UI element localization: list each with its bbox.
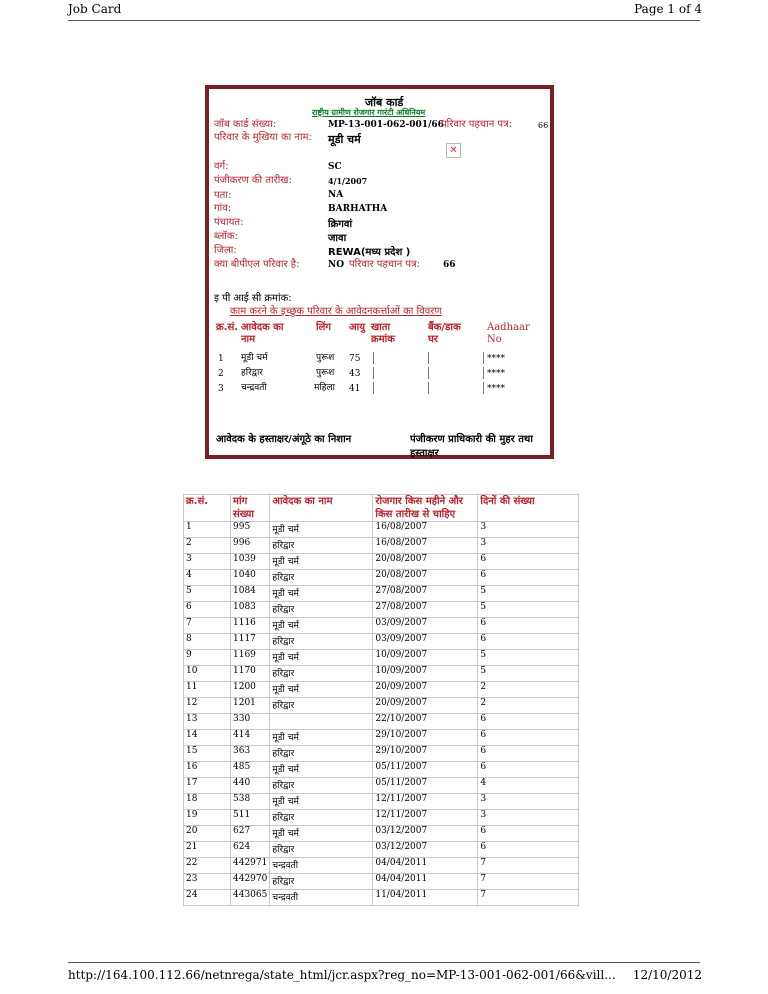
demand-cell-days: 5 xyxy=(478,650,579,666)
applicant-row-3-name: चन्द्रवती xyxy=(241,383,267,393)
demand-cell-sno: 17 xyxy=(184,778,231,794)
demand-cell-applicant: चन्द्रवती xyxy=(270,890,373,906)
demand-cell-from-date: 03/12/2007 xyxy=(373,842,478,858)
demand-cell-from-date: 10/09/2007 xyxy=(373,666,478,682)
applicant-row-2-gender: पुरूश xyxy=(316,368,335,378)
demand-cell-days: 7 xyxy=(478,874,579,890)
cell-separator xyxy=(483,382,484,394)
demand-header-sno: क्र.सं. xyxy=(184,495,231,522)
cell-separator xyxy=(483,367,484,379)
category-label: वर्ग: xyxy=(214,161,229,172)
demand-cell-applicant: हरिद्वार xyxy=(270,538,373,554)
job-card-no-value: MP-13-001-062-001/66 xyxy=(328,120,444,130)
demand-cell-demand-no: 330 xyxy=(231,714,270,730)
demand-cell-applicant: मूडी चर्म xyxy=(270,650,373,666)
demand-cell-sno: 21 xyxy=(184,842,231,858)
table-row xyxy=(184,618,579,634)
demand-cell-demand-no: 1169 xyxy=(231,650,270,666)
block-value: जावा xyxy=(328,233,347,244)
demand-cell-sno: 8 xyxy=(184,634,231,650)
table-row xyxy=(184,554,579,570)
job-card-no-label: जॉब कार्ड संख्या: xyxy=(214,119,277,130)
demand-cell-from-date: 20/09/2007 xyxy=(373,682,478,698)
table-row xyxy=(184,746,579,762)
demand-cell-applicant: मूडी चर्म xyxy=(270,794,373,810)
category-value: SC xyxy=(328,162,342,172)
demand-cell-from-date: 11/04/2011 xyxy=(373,890,478,906)
applicant-header-sno: क्र.सं. xyxy=(216,322,239,333)
demand-cell-sno: 11 xyxy=(184,682,231,698)
demand-cell-days: 3 xyxy=(478,810,579,826)
table-row xyxy=(184,650,579,666)
epic-label: इ पी आई सी क्रमांक: xyxy=(214,293,292,304)
table-row xyxy=(184,634,579,650)
broken-image-icon: ✕ xyxy=(446,143,461,158)
demand-cell-days: 6 xyxy=(478,746,579,762)
demand-cell-days: 5 xyxy=(478,602,579,618)
family-id-value: 66 xyxy=(538,121,549,130)
demand-cell-demand-no: 1084 xyxy=(231,586,270,602)
demand-cell-from-date: 05/11/2007 xyxy=(373,778,478,794)
demand-cell-from-date: 16/08/2007 xyxy=(373,522,478,538)
demand-cell-from-date: 20/08/2007 xyxy=(373,554,478,570)
demand-cell-applicant: हरिद्वार xyxy=(270,570,373,586)
demand-cell-applicant: मूडी चर्म xyxy=(270,826,373,842)
demand-cell-days: 6 xyxy=(478,570,579,586)
demand-header-days: दिनों की संख्या xyxy=(478,495,579,522)
demand-cell-from-date: 20/09/2007 xyxy=(373,698,478,714)
village-value: BARHATHA xyxy=(328,204,388,214)
table-row xyxy=(184,778,579,794)
reg-date-label: पंजीकरण की तारीख: xyxy=(214,175,292,186)
demand-cell-sno: 15 xyxy=(184,746,231,762)
demand-cell-from-date: 04/04/2011 xyxy=(373,874,478,890)
demand-cell-days: 2 xyxy=(478,698,579,714)
demand-cell-from-date: 05/11/2007 xyxy=(373,762,478,778)
demand-cell-days: 6 xyxy=(478,730,579,746)
applicant-row-1-sno: 1 xyxy=(218,354,224,364)
bpl-family-id-label: परिवार पहचान पत्र: xyxy=(349,259,421,270)
demand-cell-sno: 24 xyxy=(184,890,231,906)
card-title: जॉब कार्ड xyxy=(365,96,404,109)
demand-cell-days: 6 xyxy=(478,842,579,858)
applicant-row-3-aadhaar: **** xyxy=(487,384,505,394)
demand-cell-applicant: मूडी चर्म xyxy=(270,554,373,570)
demand-cell-applicant: मूडी चर्म xyxy=(270,762,373,778)
demand-cell-demand-no: 1083 xyxy=(231,602,270,618)
demand-header-demand-no: मांग संख्या xyxy=(231,495,270,522)
table-row xyxy=(184,842,579,858)
applicant-header-name: आवेदक का नाम xyxy=(241,322,284,345)
demand-cell-demand-no: 440 xyxy=(231,778,270,794)
demand-cell-applicant: मूडी चर्म xyxy=(270,682,373,698)
demand-cell-sno: 6 xyxy=(184,602,231,618)
block-label: ब्लॉक: xyxy=(214,231,238,242)
demand-cell-applicant: हरिद्वार xyxy=(270,778,373,794)
demand-cell-sno: 4 xyxy=(184,570,231,586)
table-row xyxy=(184,762,579,778)
demand-cell-demand-no: 1170 xyxy=(231,666,270,682)
table-row xyxy=(184,714,579,730)
applicant-header-account: खाता क्रमांक xyxy=(371,322,395,345)
cell-separator xyxy=(428,382,429,394)
demand-cell-demand-no: 442970 xyxy=(231,874,270,890)
demand-cell-demand-no: 363 xyxy=(231,746,270,762)
demand-cell-demand-no: 996 xyxy=(231,538,270,554)
applicant-header-age: आयु xyxy=(349,322,366,333)
cell-separator xyxy=(373,367,374,379)
demand-cell-sno: 3 xyxy=(184,554,231,570)
village-label: गांव: xyxy=(214,203,232,214)
applicant-header-bank: बैंक/डाक घर xyxy=(428,322,461,345)
applicant-header-aadhaar: Aadhaar No xyxy=(487,322,530,345)
demand-cell-sno: 22 xyxy=(184,858,231,874)
family-id-label: परिवार पहचान पत्र: xyxy=(441,119,513,130)
table-row xyxy=(184,602,579,618)
address-value: NA xyxy=(328,190,344,200)
demand-cell-applicant: हरिद्वार xyxy=(270,666,373,682)
demand-cell-demand-no: 442971 xyxy=(231,858,270,874)
demand-cell-applicant: मूडी चर्म xyxy=(270,522,373,538)
signature-authority: पंजीकरण प्राधिकारी की मुहर तथा हस्ताक्षर xyxy=(410,434,533,459)
demand-cell-days: 2 xyxy=(478,682,579,698)
table-row xyxy=(184,586,579,602)
bpl-label: क्या बीपीएल परिवार है: xyxy=(214,259,300,270)
demand-cell-demand-no: 995 xyxy=(231,522,270,538)
demand-cell-applicant: हरिद्वार xyxy=(270,602,373,618)
demand-cell-demand-no: 414 xyxy=(231,730,270,746)
demand-cell-from-date: 10/09/2007 xyxy=(373,650,478,666)
demand-cell-from-date: 27/08/2007 xyxy=(373,586,478,602)
demand-cell-from-date: 03/09/2007 xyxy=(373,634,478,650)
demand-cell-sno: 14 xyxy=(184,730,231,746)
demand-cell-days: 6 xyxy=(478,826,579,842)
table-row xyxy=(184,890,579,906)
demand-cell-from-date: 03/12/2007 xyxy=(373,826,478,842)
table-row xyxy=(184,698,579,714)
demand-cell-sno: 5 xyxy=(184,586,231,602)
demand-cell-from-date: 20/08/2007 xyxy=(373,570,478,586)
address-label: पता: xyxy=(214,190,232,201)
page-footer-url: http://164.100.112.66/netnrega/state_html/jcr.aspx?reg_no=MP-13-001-062-001/66&vill... xyxy=(68,968,616,982)
demand-cell-from-date: 22/10/2007 xyxy=(373,714,478,730)
demand-cell-from-date: 03/09/2007 xyxy=(373,618,478,634)
demand-cell-applicant: चन्द्रवती xyxy=(270,858,373,874)
demand-cell-applicant: हरिद्वार xyxy=(270,874,373,890)
demand-cell-demand-no: 1200 xyxy=(231,682,270,698)
applicant-row-2-name: हरिद्वार xyxy=(241,368,263,378)
demand-cell-demand-no: 1117 xyxy=(231,634,270,650)
reg-date-value: 4/1/2007 xyxy=(328,176,368,186)
table-row xyxy=(184,538,579,554)
demand-cell-from-date: 16/08/2007 xyxy=(373,538,478,554)
demand-cell-from-date: 29/10/2007 xyxy=(373,730,478,746)
demand-cell-days: 4 xyxy=(478,778,579,794)
bpl-value: NO xyxy=(328,260,345,270)
demand-cell-days: 6 xyxy=(478,618,579,634)
applicant-row-3-sno: 3 xyxy=(218,384,224,394)
demand-cell-demand-no: 1040 xyxy=(231,570,270,586)
demand-cell-sno: 2 xyxy=(184,538,231,554)
district-value: REWA(मध्य प्रदेश ) xyxy=(328,247,411,258)
demand-cell-demand-no: 1201 xyxy=(231,698,270,714)
demand-cell-sno: 18 xyxy=(184,794,231,810)
demand-cell-demand-no: 627 xyxy=(231,826,270,842)
table-row xyxy=(184,570,579,586)
demand-cell-applicant xyxy=(270,714,373,730)
header-divider xyxy=(68,20,700,21)
page-header-left: Job Card xyxy=(68,2,122,16)
table-row xyxy=(184,794,579,810)
demand-cell-demand-no: 1116 xyxy=(231,618,270,634)
demand-cell-sno: 9 xyxy=(184,650,231,666)
demand-cell-sno: 1 xyxy=(184,522,231,538)
demand-cell-from-date: 12/11/2007 xyxy=(373,810,478,826)
signature-applicant: आवेदक के हस्ताक्षर/अंगूठे का निशान xyxy=(216,434,352,445)
demand-table xyxy=(183,494,579,906)
applicant-row-3-gender: महिला xyxy=(314,383,335,393)
demand-cell-sno: 20 xyxy=(184,826,231,842)
demand-cell-demand-no: 511 xyxy=(231,810,270,826)
demand-cell-sno: 7 xyxy=(184,618,231,634)
demand-cell-from-date: 27/08/2007 xyxy=(373,602,478,618)
table-row xyxy=(184,522,579,538)
head-value: मूडी चर्म xyxy=(328,133,361,146)
demand-cell-applicant: हरिद्वार xyxy=(270,842,373,858)
demand-table-header xyxy=(184,495,579,522)
demand-cell-days: 7 xyxy=(478,890,579,906)
applicant-row-2-age: 43 xyxy=(349,369,361,379)
applicant-row-1-aadhaar: **** xyxy=(487,354,505,364)
demand-table-body xyxy=(184,522,579,906)
panchayat-value: क्रिगवां xyxy=(328,219,353,230)
demand-cell-demand-no: 443065 xyxy=(231,890,270,906)
applicant-row-1-age: 75 xyxy=(349,354,361,364)
demand-cell-days: 6 xyxy=(478,714,579,730)
demand-cell-days: 6 xyxy=(478,762,579,778)
applicants-title: काम करने के इच्छुक परिवार के आवेदनकर्त्ताओं का विवरण xyxy=(230,306,442,317)
head-label: परिवार के मुखिया का नाम: xyxy=(214,132,312,143)
demand-cell-sno: 12 xyxy=(184,698,231,714)
table-row xyxy=(184,682,579,698)
demand-cell-from-date: 29/10/2007 xyxy=(373,746,478,762)
demand-cell-applicant: मूडी चर्म xyxy=(270,618,373,634)
district-label: जिला: xyxy=(214,245,237,256)
applicant-row-1-gender: पुरूश xyxy=(316,353,335,363)
demand-cell-from-date: 04/04/2011 xyxy=(373,858,478,874)
table-row xyxy=(184,874,579,890)
demand-cell-applicant: हरिद्वार xyxy=(270,746,373,762)
demand-cell-sno: 16 xyxy=(184,762,231,778)
demand-header-from-date: रोजगार किस महीने और किस तारीख से चाहिए xyxy=(373,495,478,522)
demand-cell-demand-no: 1039 xyxy=(231,554,270,570)
cell-separator xyxy=(483,352,484,364)
demand-cell-days: 6 xyxy=(478,554,579,570)
panchayat-label: पंचायत: xyxy=(214,217,244,228)
applicant-row-1-name: मूडी चर्म xyxy=(241,353,268,363)
table-row xyxy=(184,810,579,826)
cell-separator xyxy=(373,352,374,364)
demand-cell-demand-no: 485 xyxy=(231,762,270,778)
table-row xyxy=(184,730,579,746)
demand-cell-days: 5 xyxy=(478,586,579,602)
table-row xyxy=(184,858,579,874)
demand-header-applicant: आवेदक का नाम xyxy=(270,495,373,522)
demand-cell-days: 3 xyxy=(478,794,579,810)
cell-separator xyxy=(428,367,429,379)
applicant-row-3-age: 41 xyxy=(349,384,361,394)
cell-separator xyxy=(373,382,374,394)
applicant-header-gender: लिंग xyxy=(316,322,331,333)
demand-cell-sno: 13 xyxy=(184,714,231,730)
demand-cell-days: 3 xyxy=(478,538,579,554)
page-header-right: Page 1 of 4 xyxy=(634,2,702,16)
demand-cell-applicant: हरिद्वार xyxy=(270,634,373,650)
cell-separator xyxy=(428,352,429,364)
demand-cell-applicant: हरिद्वार xyxy=(270,698,373,714)
demand-cell-from-date: 12/11/2007 xyxy=(373,794,478,810)
demand-cell-applicant: मूडी चर्म xyxy=(270,730,373,746)
footer-divider xyxy=(68,962,700,963)
applicant-row-2-aadhaar: **** xyxy=(487,369,505,379)
photo-placeholder xyxy=(446,138,461,158)
applicant-row-2-sno: 2 xyxy=(218,369,224,379)
demand-cell-days: 6 xyxy=(478,634,579,650)
demand-cell-days: 3 xyxy=(478,522,579,538)
demand-cell-demand-no: 538 xyxy=(231,794,270,810)
page-footer-date: 12/10/2012 xyxy=(632,968,702,982)
demand-cell-applicant: मूडी चर्म xyxy=(270,586,373,602)
bpl-family-id-value: 66 xyxy=(443,260,456,270)
card-subtitle: राष्ट्रीय ग्रामीण रोजगार गारंटी अधिनियम xyxy=(312,108,426,117)
demand-cell-sno: 23 xyxy=(184,874,231,890)
demand-cell-demand-no: 624 xyxy=(231,842,270,858)
table-row xyxy=(184,826,579,842)
table-row xyxy=(184,666,579,682)
demand-cell-applicant: हरिद्वार xyxy=(270,810,373,826)
demand-cell-sno: 19 xyxy=(184,810,231,826)
demand-cell-sno: 10 xyxy=(184,666,231,682)
demand-cell-days: 5 xyxy=(478,666,579,682)
demand-cell-days: 7 xyxy=(478,858,579,874)
